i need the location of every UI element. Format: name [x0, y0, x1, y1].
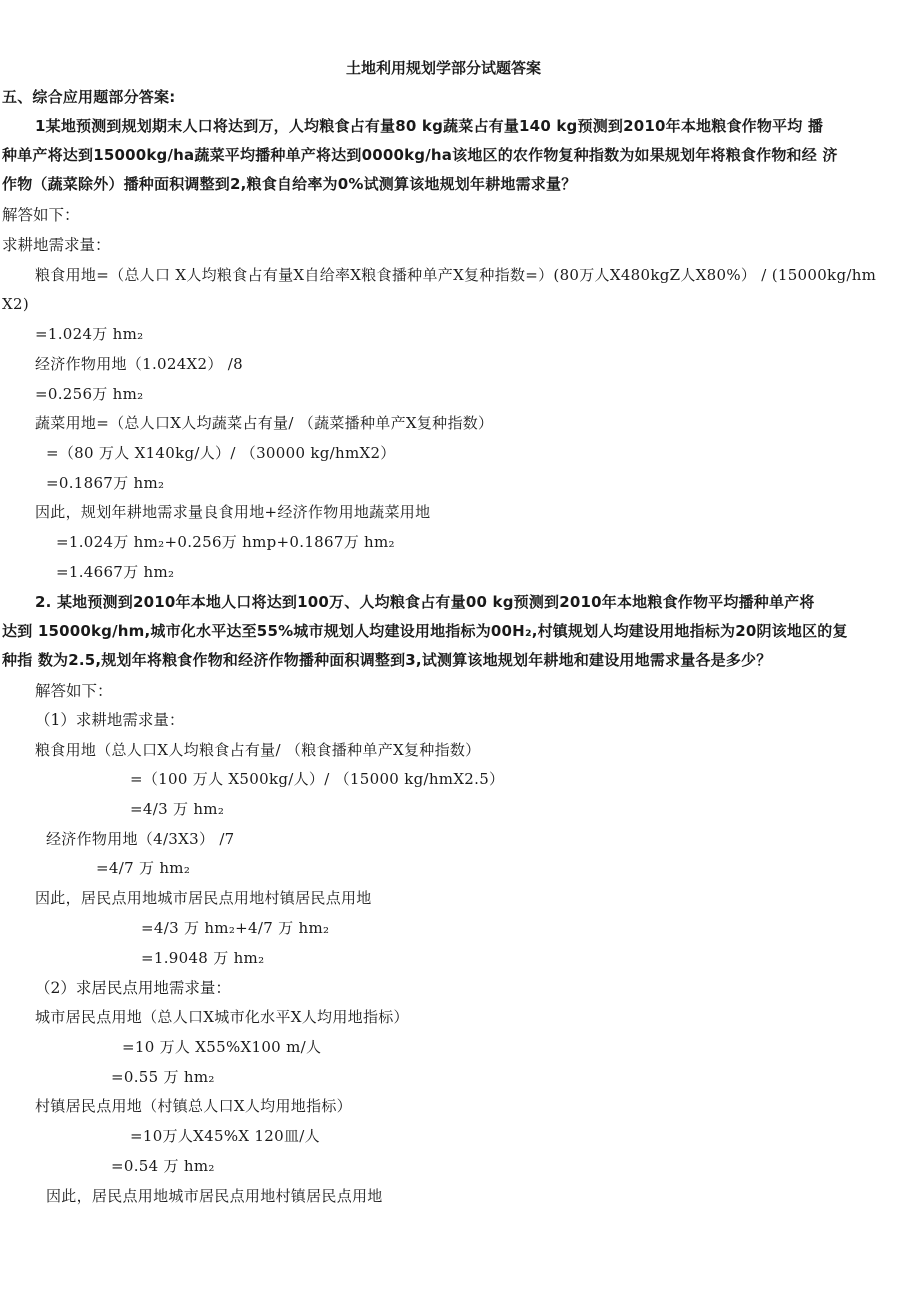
q2-grain-calc: =（100 万人 X500kg/人）/ （15000 kg/hmX2.5）	[130, 770, 505, 788]
section-heading: 五、综合应用题部分答案:	[2, 88, 176, 106]
q2-residential-total-formula: 因此，居民点用地城市居民点用地村镇居民点用地	[46, 1187, 383, 1205]
q1-veg-result: =0.1867万 hm₂	[46, 474, 165, 492]
q2-total-formula: 因此，居民点用地城市居民点用地村镇居民点用地	[35, 889, 372, 907]
q1-econ-result: =0.256万 hm₂	[35, 385, 144, 403]
q2-total-result: =1.9048 万 hm₂	[141, 949, 265, 967]
q2-part1-title: （1）求耕地需求量：	[35, 711, 185, 729]
q1-total-calc: =1.024万 hm₂+0.256万 hmp+0.1867万 hm₂	[56, 533, 395, 551]
q1-veg-formula: 蔬菜用地=（总人口X人均蔬菜占有量/ （蔬菜播种单产X复种指数）	[35, 414, 494, 432]
q1-total-formula: 因此，规划年耕地需求量良食用地+经济作物用地蔬菜用地	[35, 503, 431, 521]
q1-text-line-2: 种单产将达到15000kg/ha蔬菜平均播种单产将达到0000kg/ha该地区的农作物复种指数为如果规划年将粮食作物和经 济	[2, 146, 838, 164]
q1-grain-formula-cont: X2)	[2, 295, 29, 313]
q2-text-line-3: 种指 数为2.5,规划年将粮食作物和经济作物播种面积调整到3,试测算该地规划年耕地和建设用地需求量各是多少？	[2, 651, 772, 669]
q2-grain-formula: 粮食用地（总人口X人均粮食占有量/ （粮食播种单产X复种指数）	[35, 741, 481, 759]
q1-subtitle: 求耕地需求量：	[2, 236, 111, 254]
q2-text-line-1: 2. 某地预测到2010年本地人口将达到100万、人均粮食占有量00 kg预测到2010年本地粮食作物平均播种单产将	[35, 593, 815, 611]
q2-village-formula: 村镇居民点用地（村镇总人口X人均用地指标）	[35, 1097, 352, 1115]
q2-econ-formula: 经济作物用地（4/3X3） /7	[46, 830, 235, 848]
q2-urban-result: =0.55 万 hm₂	[111, 1068, 215, 1086]
q2-village-calc: =10万人X45%X 120皿/人	[130, 1127, 320, 1145]
q2-part2-title: （2）求居民点用地需求量：	[35, 979, 231, 997]
q1-grain-formula: 粮食用地=（总人口 X人均粮食占有量X自给率X粮食播种单产X复种指数=）(80万人X480kgZ人X80%） / (15000kg/hm	[35, 266, 877, 284]
q1-econ-formula: 经济作物用地（1.024X2） /8	[35, 355, 243, 373]
q2-answer-intro: 解答如下：	[35, 682, 113, 700]
q2-village-result: =0.54 万 hm₂	[111, 1157, 215, 1175]
q2-urban-calc: =10 万人 X55%X100 m/人	[122, 1038, 322, 1056]
q1-veg-calc: =（80 万人 X140kg/人）/ （30000 kg/hmX2）	[46, 444, 396, 462]
q2-grain-result: =4/3 万 hm₂	[130, 800, 225, 818]
q1-answer-intro: 解答如下：	[2, 206, 80, 224]
q2-urban-formula: 城市居民点用地（总人口X城市化水平X人均用地指标）	[35, 1008, 409, 1026]
q2-total-calc: =4/3 万 hm₂+4/7 万 hm₂	[141, 919, 330, 937]
document-title: 土地利用规划学部分试题答案	[346, 59, 542, 77]
q1-total-result: =1.4667万 hm₂	[56, 563, 175, 581]
q1-text-line-1: 1某地预测到规划期末人口将达到万，人均粮食占有量80 kg蔬菜占有量140 kg预测到2010年本地粮食作物平均 播	[35, 117, 824, 135]
q1-grain-result: =1.024万 hm₂	[35, 325, 144, 343]
q2-text-line-2: 达到 15000kg/hm,城市化水平达至55%城市规划人均建设用地指标为00H₂,村镇规划人均建设用地指标为20阴该地区的复	[2, 622, 848, 640]
q1-text-line-3: 作物（蔬菜除外）播种面积调整到2,粮食自给率为0%试测算该地规划年耕地需求量？	[2, 175, 577, 193]
q2-econ-result: =4/7 万 hm₂	[96, 859, 191, 877]
